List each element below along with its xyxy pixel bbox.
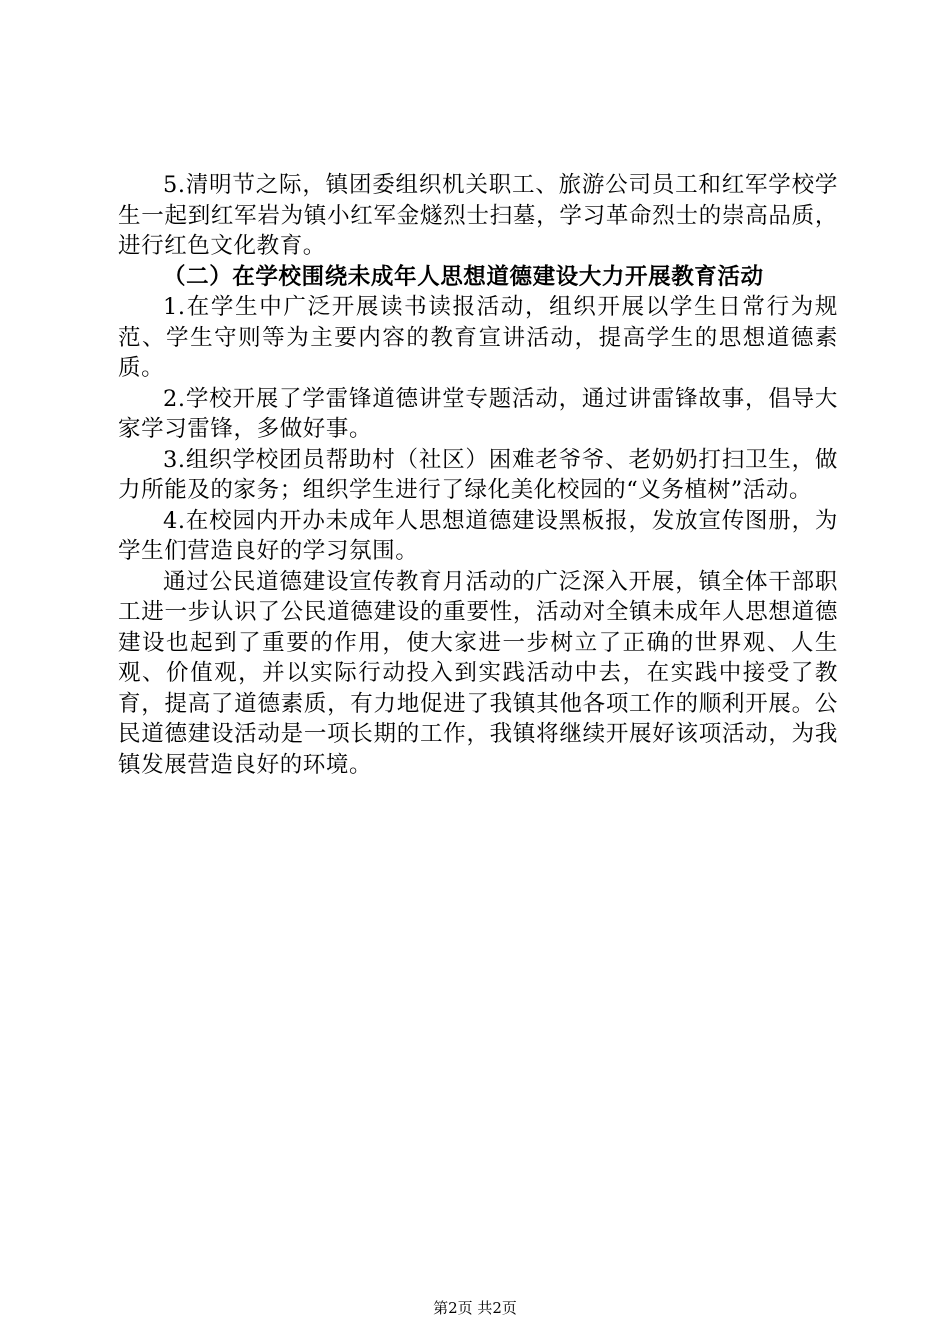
section-heading-2: （二）在学校围绕未成年人思想道德建设大力开展教育活动	[163, 263, 764, 290]
paragraph-summary: 通过公民道德建设宣传教育月活动的广泛深入开展，镇全体干部职工进一步认识了公民道德建设的重要性，活动对全镇未成年人思想道德建设也起到了重要的作用，使大家进一步树立了正确的世界观、人生观、价值观，并以实际行动投入到实践活动中去，在实践中接受了教育，提高了道德素质，有力地促进了我镇其他各项工作的顺利开展。公民道德建设活动是一项长期的工作，我镇将继续开展好该项活动，为我镇发展营造良好的环境。	[118, 568, 838, 778]
page-number-footer: 第2页 共2页	[433, 1299, 517, 1317]
paragraph-item-3: 3.组织学校团员帮助村（社区）困难老爷爷、老奶奶打扫卫生，做力所能及的家务；组织学生进行了绿化美化校园的“义务植树”活动。	[118, 446, 838, 503]
paragraph-item-4: 4.在校园内开办未成年人思想道德建设黑板报，发放宣传图册，为学生们营造良好的学习氛围。	[118, 507, 838, 564]
document-body	[118, 170, 838, 780]
paragraph-item-5: 5.清明节之际，镇团委组织机关职工、旅游公司员工和红军学校学生一起到红军岩为镇小红军金燧烈士扫墓，学习革命烈士的崇高品质，进行红色文化教育。	[118, 172, 838, 259]
paragraph-item-2: 2.学校开展了学雷锋道德讲堂专题活动，通过讲雷锋故事，倡导大家学习雷锋，多做好事。	[118, 385, 838, 442]
paragraph-item-1: 1.在学生中广泛开展读书读报活动，组织开展以学生日常行为规范、学生守则等为主要内容的教育宣讲活动，提高学生的思想道德素质。	[118, 294, 838, 381]
